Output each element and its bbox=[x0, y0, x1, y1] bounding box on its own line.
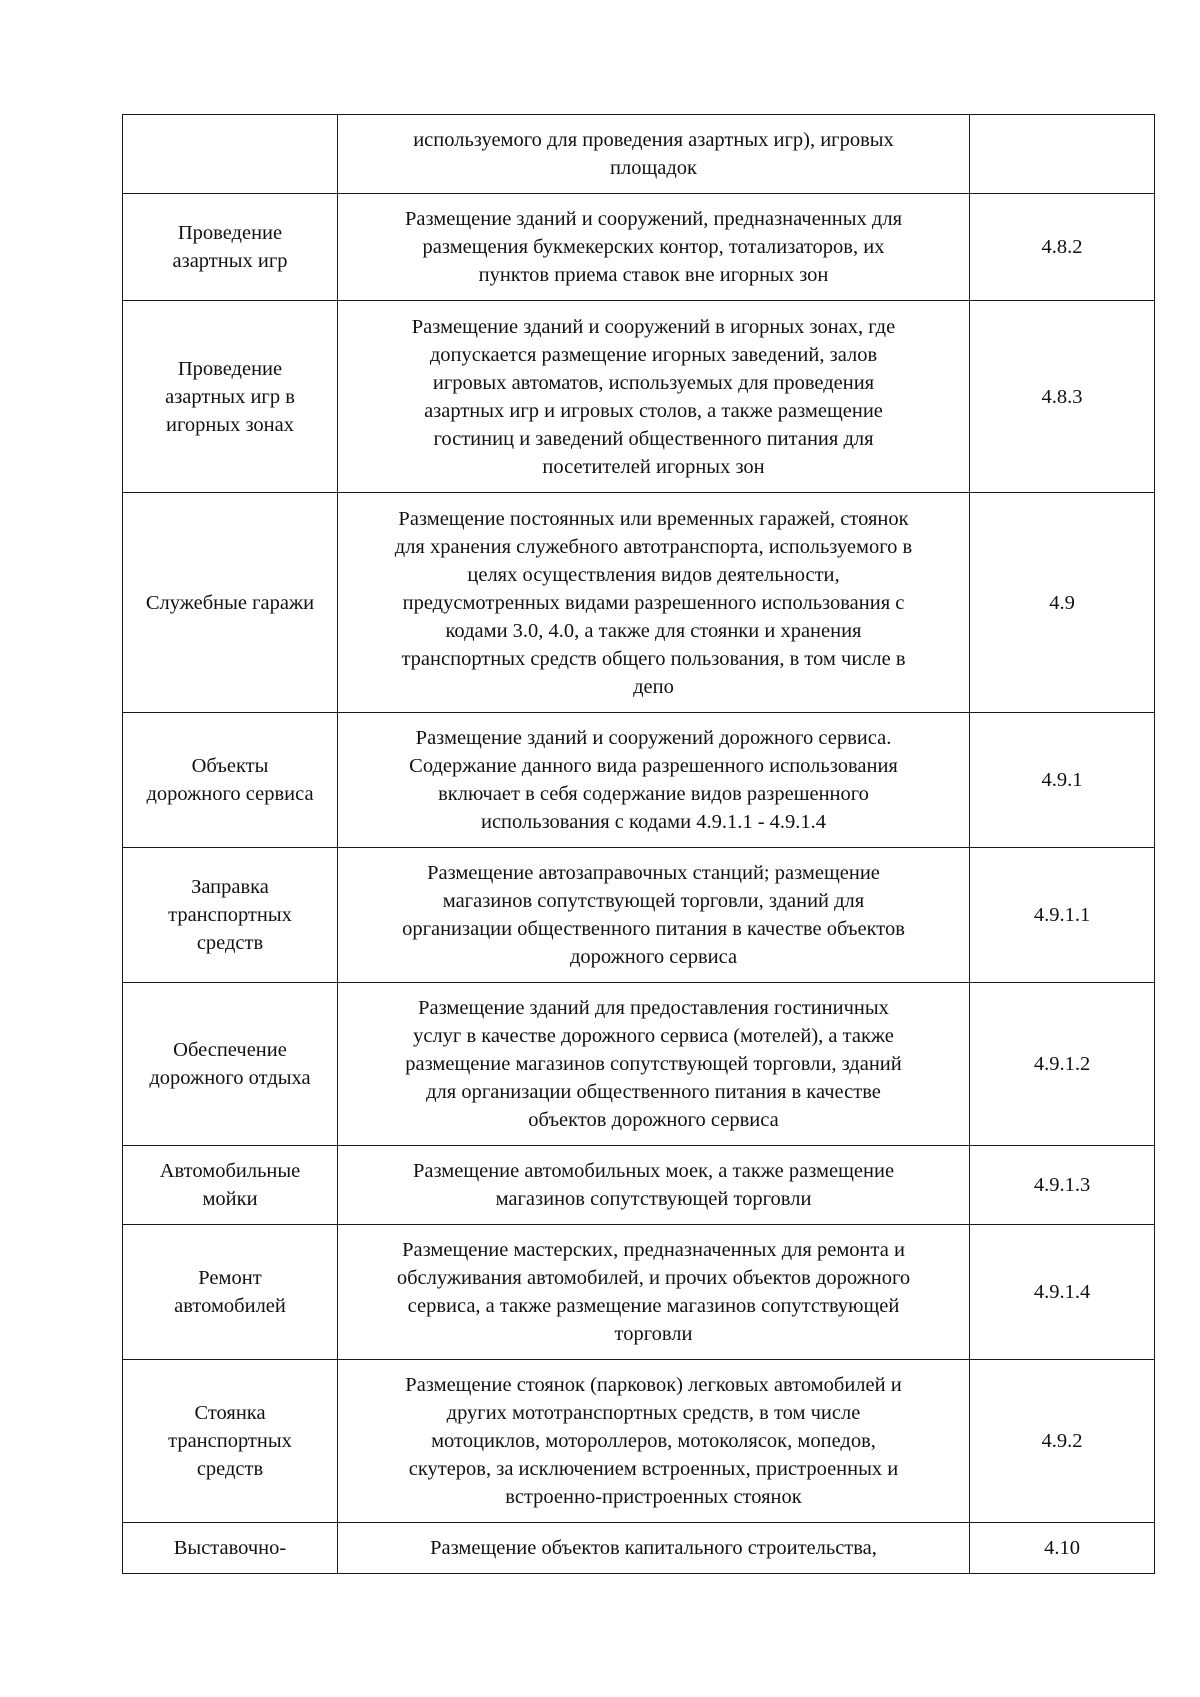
use-description: Размещение автозаправочных станций; размещение магазинов сопутствующей торговли, зданий для организации общественного питания в качестве объектов дорожного сервиса bbox=[402, 862, 905, 968]
use-code: 4.10 bbox=[1044, 1537, 1080, 1559]
use-description: Размещение зданий и сооружений в игорных зонах, где допускается размещение игорных заведений, залов игровых автоматов, используемых для проведения азартных игр и игровых столов, а также размещение гостиниц и заведений общественного питания для посетителей игорных зон bbox=[411, 315, 896, 478]
use-name-cell bbox=[123, 1360, 338, 1523]
table-row bbox=[123, 983, 1155, 1146]
use-name: Проведение азартных игр в игорных зонах bbox=[165, 357, 295, 436]
use-description: Размещение объектов капитального строительства, bbox=[430, 1537, 877, 1559]
use-name-cell bbox=[123, 1523, 338, 1574]
use-description-cell bbox=[338, 493, 970, 713]
use-name: Объекты дорожного сервиса bbox=[146, 755, 314, 805]
use-name-cell bbox=[123, 1146, 338, 1225]
use-description: Размещение зданий и сооружений, предназначенных для размещения букмекерских контор, тотализаторов, их пунктов приема ставок вне игорных зон bbox=[404, 208, 902, 286]
table-row bbox=[123, 848, 1155, 983]
use-code-cell bbox=[970, 1523, 1155, 1574]
use-code-cell bbox=[970, 115, 1155, 194]
use-name-cell bbox=[123, 115, 338, 194]
table-row bbox=[123, 1523, 1155, 1574]
use-description: Размещение мастерских, предназначенных для ремонта и обслуживания автомобилей, и прочих объектов дорожного сервиса, а также размещение магазинов сопутствующей торговли bbox=[396, 1239, 911, 1345]
use-code: 4.9.1.4 bbox=[1033, 1281, 1091, 1303]
use-description-cell bbox=[338, 1523, 970, 1574]
use-name: Заправка транспортных средств bbox=[168, 876, 292, 954]
use-code-cell bbox=[970, 194, 1155, 301]
use-description: используемого для проведения азартных игр), игровых площадок bbox=[413, 129, 894, 179]
use-description: Размещение зданий и сооружений дорожного сервиса. Содержание данного вида разрешенного использования включает в себя содержание видов разрешенного использования с кодами 4.9.1.1 - 4.9.1.4 bbox=[409, 727, 898, 833]
use-code-cell bbox=[970, 713, 1155, 848]
table-row bbox=[123, 713, 1155, 848]
use-code: 4.8.3 bbox=[1041, 385, 1083, 408]
use-description-cell bbox=[338, 301, 970, 493]
use-name: Ремонт автомобилей bbox=[174, 1267, 286, 1317]
use-description-cell bbox=[338, 194, 970, 301]
table-body bbox=[123, 115, 1155, 1574]
use-description: Размещение стоянок (парковок) легковых автомобилей и других мототранспортных средств, в том числе мотоциклов, мотороллеров, мотоколясок, мопедов, скутеров, за исключением встроенных, пристроенных и встроенно-пристроенных стоянок bbox=[405, 1374, 902, 1508]
use-description: Размещение постоянных или временных гаражей, стоянок для хранения служебного автотранспорта, используемого в целях осуществления видов деятельности, предусмотренных видами разрешенного использования с кодами 3.0, 4.0, а также для стоянки и хранения транспортных средств общего пользования, в том числе в депо bbox=[394, 507, 913, 698]
use-name-cell bbox=[123, 1225, 338, 1360]
use-code-cell bbox=[970, 1360, 1155, 1523]
use-code-cell bbox=[970, 301, 1155, 493]
use-code: 4.9.1.1 bbox=[1033, 904, 1091, 926]
table-row bbox=[123, 1225, 1155, 1360]
table-row bbox=[123, 301, 1155, 493]
use-name-cell bbox=[123, 493, 338, 713]
use-code: 4.9.1.3 bbox=[1033, 1174, 1091, 1196]
use-code: 4.9.1.2 bbox=[1033, 1053, 1091, 1075]
use-description-cell bbox=[338, 1146, 970, 1225]
use-name: Выставочно- bbox=[173, 1537, 287, 1559]
land-use-table bbox=[122, 114, 1155, 1574]
use-code: 4.9.2 bbox=[1041, 1430, 1083, 1452]
table-row bbox=[123, 194, 1155, 301]
use-name-cell bbox=[123, 194, 338, 301]
use-code-cell bbox=[970, 1225, 1155, 1360]
use-description-cell bbox=[338, 713, 970, 848]
use-code-cell bbox=[970, 1146, 1155, 1225]
use-code: 4.9.1 bbox=[1041, 769, 1083, 791]
use-description: Размещение зданий для предоставления гостиничных услуг в качестве дорожного сервиса (мотелей), а также размещение магазинов сопутствующей торговли, зданий для организации общественного питания в качестве объектов дорожного сервиса bbox=[405, 997, 902, 1131]
use-name: Обеспечение дорожного отдыха bbox=[149, 1039, 311, 1089]
table-row bbox=[123, 1146, 1155, 1225]
use-code: 4.8.2 bbox=[1041, 236, 1083, 258]
use-description-cell bbox=[338, 983, 970, 1146]
use-description-cell bbox=[338, 1225, 970, 1360]
use-name: Служебные гаражи bbox=[145, 591, 315, 614]
use-code-cell bbox=[970, 983, 1155, 1146]
use-description-cell bbox=[338, 115, 970, 194]
table-row bbox=[123, 1360, 1155, 1523]
use-description: Размещение автомобильных моек, а также размещение магазинов сопутствующей торговли bbox=[412, 1160, 895, 1210]
use-name-cell bbox=[123, 983, 338, 1146]
use-code-cell bbox=[970, 848, 1155, 983]
use-name: Проведение азартных игр bbox=[172, 222, 288, 272]
use-code: 4.9 bbox=[1049, 591, 1075, 614]
use-name-cell bbox=[123, 713, 338, 848]
table-row bbox=[123, 493, 1155, 713]
use-name: Автомобильные мойки bbox=[159, 1160, 301, 1210]
use-description-cell bbox=[338, 848, 970, 983]
use-name: Стоянка транспортных средств bbox=[168, 1402, 292, 1480]
use-name-cell bbox=[123, 848, 338, 983]
use-description-cell bbox=[338, 1360, 970, 1523]
table-row bbox=[123, 115, 1155, 194]
use-code-cell bbox=[970, 493, 1155, 713]
use-name-cell bbox=[123, 301, 338, 493]
